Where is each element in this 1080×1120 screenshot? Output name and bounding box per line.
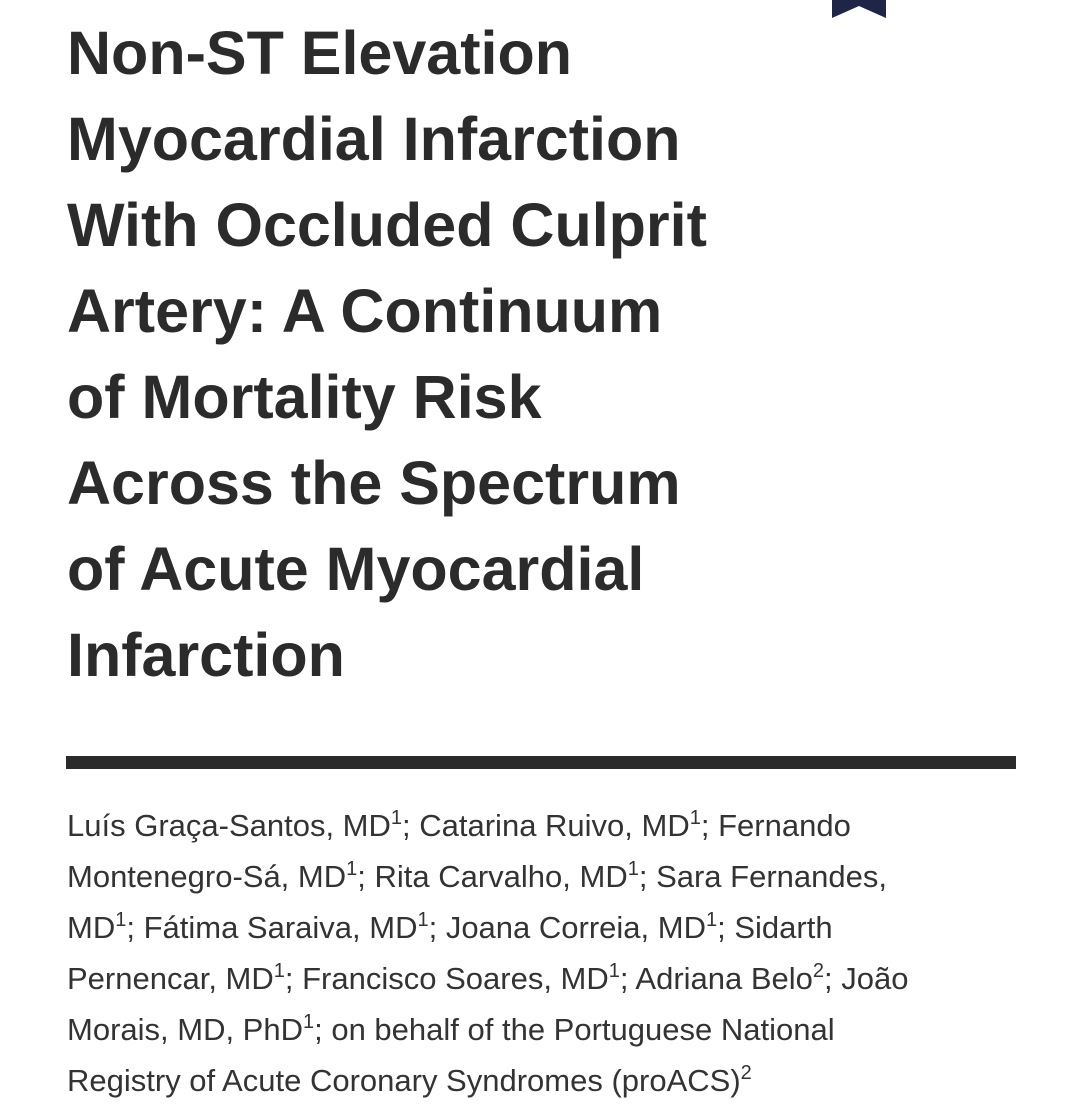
bookmark-shape [832, 0, 886, 18]
author-line [67, 953, 1007, 1004]
author-text: ; Catarina Ruivo, MD [402, 808, 690, 843]
author-text: ; Fernando [700, 808, 851, 843]
title-line: Infarction [67, 621, 345, 689]
affiliation-superscript: 1 [689, 807, 701, 829]
title-line: of Mortality Risk [67, 363, 542, 431]
affiliation-superscript: 1 [705, 909, 718, 931]
author-text: Registry of Acute Coronary Syndromes (proACS) [67, 1063, 741, 1098]
author-line [67, 902, 1007, 953]
affiliation-superscript: 1 [627, 858, 639, 880]
paper-title [67, 10, 787, 698]
author-list [67, 800, 1007, 1106]
title-line: Non-ST Elevation [67, 19, 572, 87]
affiliation-superscript: 1 [273, 960, 285, 982]
author-text: ; Rita Carvalho, MD [357, 859, 628, 894]
author-text: ; Francisco Soares, MD [284, 961, 609, 996]
author-text: Luís Graça-Santos, MD [67, 808, 391, 843]
author-text: ; Sidarth [717, 910, 833, 945]
affiliation-superscript: 1 [608, 960, 620, 982]
author-line [67, 851, 1007, 902]
title-divider [66, 756, 1016, 769]
author-line [67, 1004, 1007, 1055]
author-line [67, 800, 1007, 851]
author-text: ; on behalf of the Portuguese National [314, 1012, 835, 1047]
author-text: MD [67, 910, 116, 945]
title-line: of Acute Myocardial [67, 535, 645, 603]
affiliation-superscript: 1 [115, 909, 127, 931]
bookmark-icon[interactable] [832, 0, 886, 18]
affiliation-superscript: 1 [417, 909, 429, 931]
author-text: ; Adriana Belo [619, 961, 813, 996]
author-text: Montenegro-Sá, MD [67, 859, 347, 894]
title-line: With Occluded Culprit [67, 191, 707, 259]
title-line: Artery: A Continuum [67, 277, 663, 345]
title-line: Myocardial Infarction [67, 105, 681, 173]
author-text: Morais, MD, PhD [67, 1012, 303, 1047]
affiliation-superscript: 2 [740, 1062, 752, 1084]
affiliation-superscript: 2 [812, 960, 825, 982]
affiliation-superscript: 1 [346, 858, 358, 880]
affiliation-superscript: 1 [390, 807, 403, 829]
title-line: Across the Spectrum [67, 449, 681, 517]
author-text: Pernencar, MD [67, 961, 274, 996]
author-text: ; Fátima Saraiva, MD [126, 910, 418, 945]
author-line [67, 1055, 1007, 1106]
author-text: ; Joana Correia, MD [428, 910, 706, 945]
author-text: ; João [824, 961, 909, 996]
author-text: ; Sara Fernandes, [638, 859, 887, 894]
affiliation-superscript: 1 [302, 1011, 315, 1033]
